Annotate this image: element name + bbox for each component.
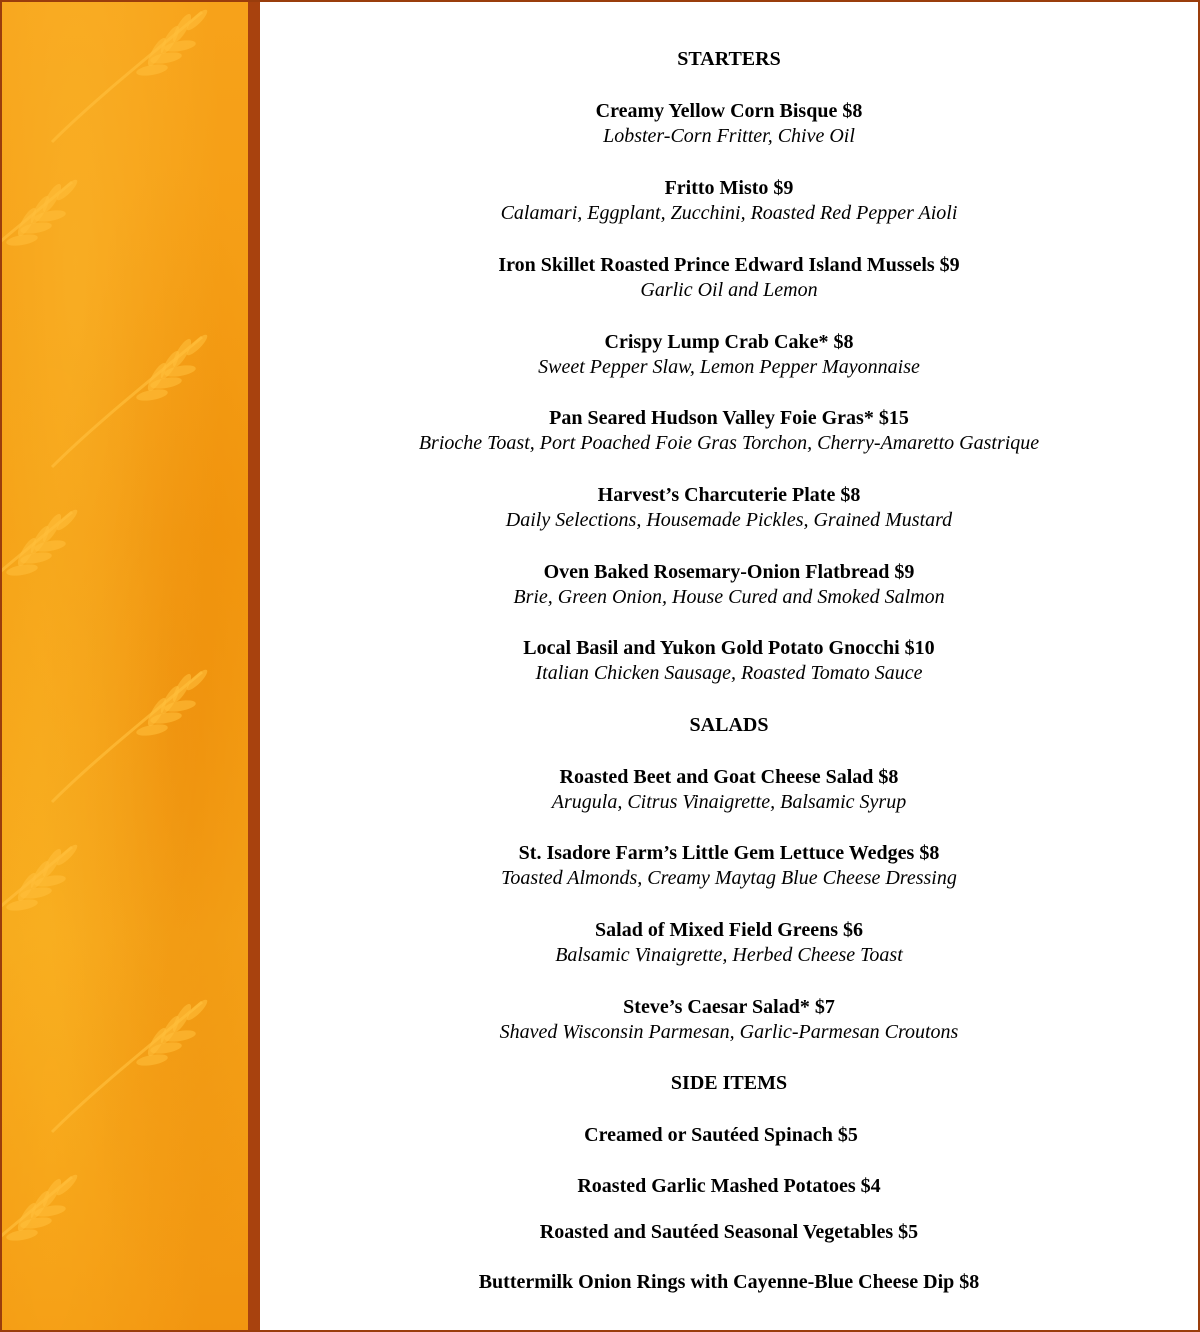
menu-item-name: Oven Baked Rosemary-Onion Flatbread $9: [543, 561, 915, 583]
menu-item-name: Pan Seared Hudson Valley Foie Gras* $15: [549, 407, 909, 429]
menu-item-name: Creamy Yellow Corn Bisque $8: [595, 100, 863, 122]
side-item-name: Buttermilk Onion Rings with Cayenne-Blue Cheese Dip $8: [478, 1271, 980, 1293]
menu-item-description: Calamari, Eggplant, Zucchini, Roasted Red Pepper Aioli: [500, 202, 958, 224]
menu-item-name: Fritto Misto $9: [664, 177, 794, 199]
menu-item-name: Salad of Mixed Field Greens $6: [595, 919, 863, 941]
decorative-sidebar: [2, 2, 248, 1332]
menu-item-name: Steve’s Caesar Salad* $7: [623, 996, 835, 1018]
menu-item-name: Harvest’s Charcuterie Plate $8: [597, 484, 861, 506]
menu-item-description: Garlic Oil and Lemon: [640, 279, 818, 301]
menu-item-description: Sweet Pepper Slaw, Lemon Pepper Mayonnaise: [538, 356, 920, 378]
side-item-name: Roasted Garlic Mashed Potatoes $4: [577, 1175, 881, 1197]
menu-item-description: Shaved Wisconsin Parmesan, Garlic-Parmesan Croutons: [499, 1021, 959, 1043]
menu-item-name: Roasted Beet and Goat Cheese Salad $8: [559, 766, 899, 788]
section-heading-salads: SALADS: [689, 714, 769, 736]
menu-item-description: Brioche Toast, Port Poached Foie Gras Torchon, Cherry-Amaretto Gastrique: [418, 432, 1040, 454]
menu-item-description: Daily Selections, Housemade Pickles, Grained Mustard: [505, 509, 953, 531]
menu-item-name: Local Basil and Yukon Gold Potato Gnocchi $10: [523, 637, 935, 659]
menu-item-name: Iron Skillet Roasted Prince Edward Island Mussels $9: [498, 254, 960, 276]
menu-content: [260, 2, 1198, 1332]
menu-item-description: Lobster-Corn Fritter, Chive Oil: [603, 125, 855, 147]
menu-item-description: Italian Chicken Sausage, Roasted Tomato Sauce: [535, 662, 923, 684]
section-heading-sides: SIDE ITEMS: [670, 1072, 788, 1094]
side-item-name: Creamed or Sautéed Spinach $5: [584, 1124, 858, 1146]
section-heading-starters: STARTERS: [677, 48, 781, 70]
menu-item-description: Arugula, Citrus Vinaigrette, Balsamic Syrup: [551, 791, 907, 813]
menu-item-name: Crispy Lump Crab Cake* $8: [604, 331, 854, 353]
wheat-pattern-icon: [2, 2, 248, 1332]
menu-item-name: St. Isadore Farm’s Little Gem Lettuce Wedges $8: [518, 842, 940, 864]
menu-item-description: Toasted Almonds, Creamy Maytag Blue Cheese Dressing: [501, 867, 957, 889]
side-item-name: Roasted and Sautéed Seasonal Vegetables $5: [539, 1221, 919, 1243]
menu-item-description: Brie, Green Onion, House Cured and Smoked Salmon: [513, 586, 945, 608]
menu-item-description: Balsamic Vinaigrette, Herbed Cheese Toast: [555, 944, 903, 966]
